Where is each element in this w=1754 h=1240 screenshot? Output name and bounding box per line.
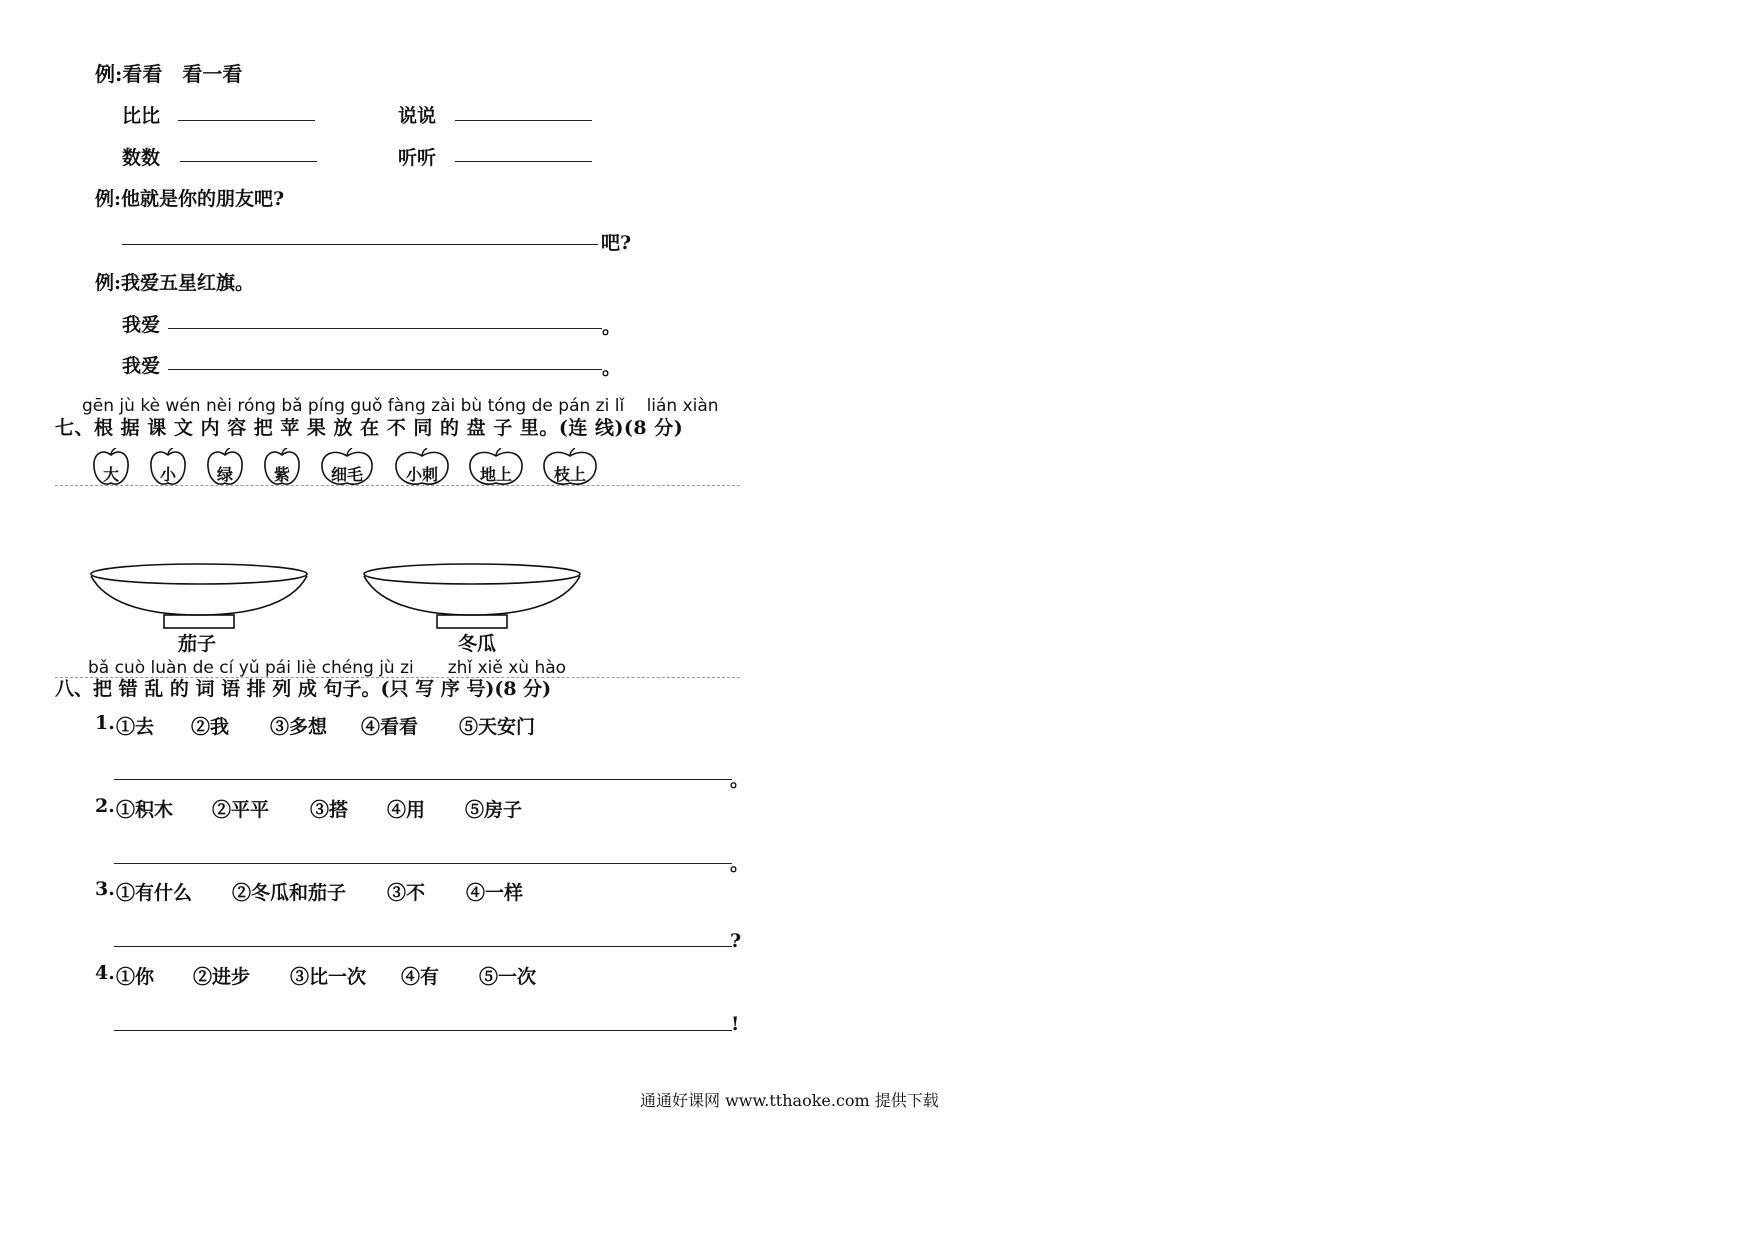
item-number: 1.: [95, 712, 115, 734]
apple-label: 大: [102, 465, 119, 484]
word-option: ④用: [387, 799, 426, 821]
item-number: 4.: [95, 962, 115, 984]
sentence-end: 吧?: [601, 232, 632, 254]
apple-label: 细毛: [330, 465, 363, 484]
word-option: ④一样: [466, 882, 524, 904]
footer-source: 通通好课网 www.tthaoke.com 提供下载: [640, 1091, 939, 1110]
apple-card[interactable]: [263, 448, 301, 488]
sentence-prefix: 我爱: [122, 314, 161, 336]
word-item: 比比: [122, 105, 161, 127]
word-option: ⑤天安门: [459, 716, 536, 738]
answer-line[interactable]: [114, 1030, 732, 1031]
word-option: ③多想: [270, 716, 328, 738]
word-option: ③不: [387, 882, 426, 904]
apple-card[interactable]: [394, 448, 450, 488]
answer-line[interactable]: [178, 120, 315, 121]
word-item: 数数: [122, 147, 161, 169]
plate-wax-gourd[interactable]: [361, 560, 583, 630]
item-number: 3.: [95, 878, 115, 900]
apple-label: 小刺: [405, 465, 438, 484]
word-option: ①去: [116, 716, 155, 738]
word-item: 说说: [398, 105, 437, 127]
sentence-end: ?: [730, 930, 742, 952]
word-option: ①积木: [116, 799, 174, 821]
section-8-pinyin: bǎ cuò luàn de cí yǔ pái liè chéng jù zi zhǐ xiě xù hào: [88, 658, 567, 678]
word-option: ⑤一次: [479, 966, 537, 988]
answer-line[interactable]: [114, 779, 732, 780]
word-option: ①你: [116, 966, 155, 988]
apple-label: 紫: [273, 465, 290, 484]
answer-line[interactable]: [168, 328, 602, 329]
answer-line[interactable]: [180, 161, 317, 162]
word-option: ②进步: [193, 966, 251, 988]
answer-line[interactable]: [455, 161, 592, 162]
word-option: ④有: [401, 966, 440, 988]
example-3-label: 例:我爱五星红旗。: [95, 272, 255, 294]
word-option: ②冬瓜和茄子: [232, 882, 347, 904]
apple-label: 绿: [216, 465, 233, 484]
answer-line[interactable]: [168, 369, 602, 370]
word-option: ⑤房子: [465, 799, 523, 821]
apple-card[interactable]: [468, 448, 524, 488]
word-option: ②平平: [212, 799, 270, 821]
word-option: ①有什么: [116, 882, 193, 904]
apple-card[interactable]: [149, 448, 187, 488]
item-number: 2.: [95, 795, 115, 817]
sentence-end: !: [731, 1013, 740, 1035]
apple-card[interactable]: [206, 448, 244, 488]
section-7-pinyin: gēn jù kè wén nèi róng bǎ píng guǒ fàng zài bù tóng de pán zi lǐ lián xiàn: [82, 396, 719, 416]
plate-icon: [88, 560, 310, 630]
word-option: ③搭: [310, 799, 349, 821]
apple-card[interactable]: [92, 448, 130, 488]
apple-card[interactable]: [320, 448, 374, 488]
plate-label: 冬瓜: [458, 633, 497, 655]
answer-line[interactable]: [455, 120, 592, 121]
sentence-end: 。: [602, 357, 622, 379]
section-8-title: 八、把 错 乱 的 词 语 排 列 成 句子。(只 写 序 号)(8 分): [55, 678, 552, 700]
sentence-end: 。: [730, 853, 750, 875]
apple-label: 枝上: [553, 465, 586, 484]
apple-label: 小: [159, 465, 176, 484]
answer-line[interactable]: [114, 863, 732, 864]
apple-card[interactable]: [542, 448, 598, 488]
example-2-label: 例:他就是你的朋友吧?: [95, 188, 285, 210]
sentence-end: 。: [730, 769, 750, 791]
example-1-label: 例:看看 看一看: [95, 62, 243, 86]
plate-icon: [361, 560, 583, 630]
word-option: ②我: [191, 716, 230, 738]
sentence-end: 。: [602, 316, 622, 338]
plate-eggplant[interactable]: [88, 560, 310, 630]
word-item: 听听: [398, 147, 437, 169]
answer-line[interactable]: [114, 946, 732, 947]
word-option: ④看看: [361, 716, 419, 738]
answer-line[interactable]: [122, 244, 598, 245]
sentence-prefix: 我爱: [122, 355, 161, 377]
plate-label: 茄子: [178, 633, 217, 655]
word-option: ③比一次: [290, 966, 367, 988]
section-7-title: 七、根 据 课 文 内 容 把 苹 果 放 在 不 同 的 盘 子 里。(连 线)(8 分): [55, 417, 684, 439]
apple-label: 地上: [479, 465, 512, 484]
